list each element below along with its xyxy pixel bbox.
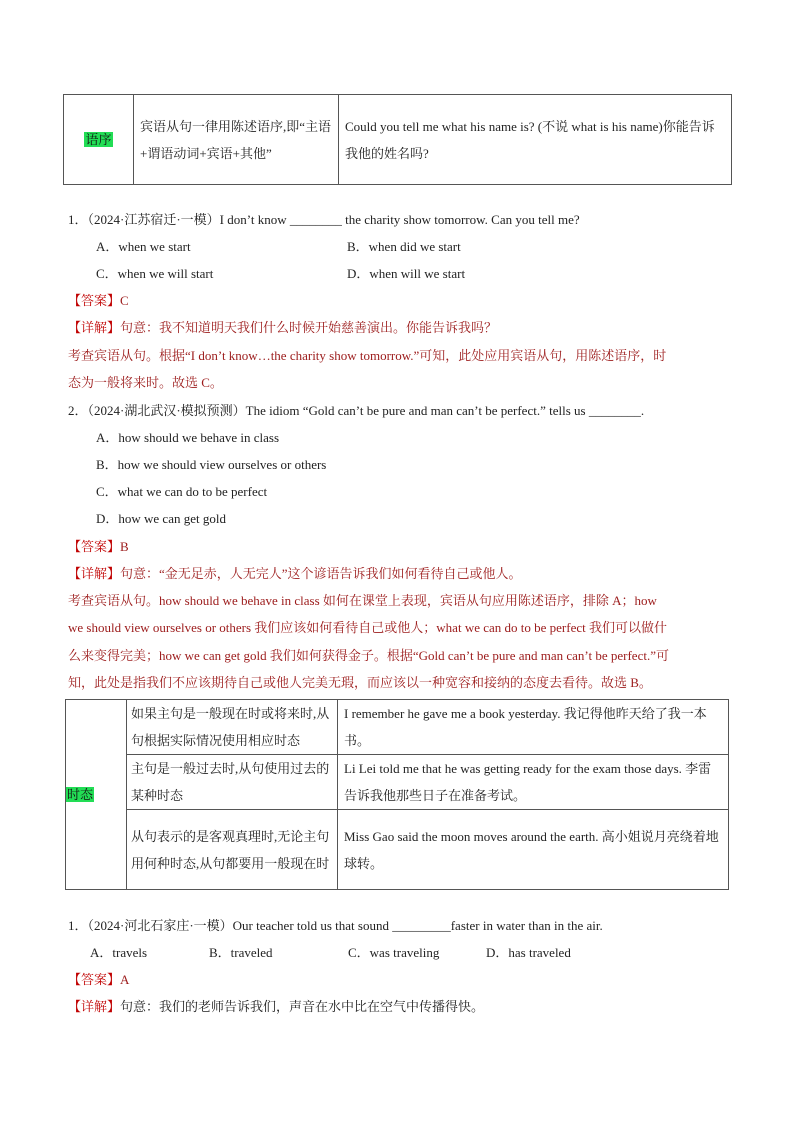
answer-value: A (120, 972, 130, 987)
q3-option-d: D．has traveled (486, 945, 571, 960)
word-order-table (63, 94, 732, 185)
tense-rule-3: 从句表示的是客观真理时,无论主句用何种时态,从句都要用一般现在时 (127, 810, 338, 890)
q3-option-c: C．was traveling (348, 945, 440, 960)
q2-detail-line-2: 考查宾语从句。how should we behave in class 如何在课堂上表现，宾语从句应用陈述语序，排除 A；how (68, 593, 657, 608)
q1-detail-line-1 (68, 317, 497, 336)
tense-example-2: Li Lei told me that he was getting ready for the exam those days. 李雷告诉我他那些日子在准备考试。 (338, 755, 729, 810)
question-1-stem: 1．（2024·江苏宿迁·一模）I don’t know ________ the charity show tomorrow. Can you tell me? (68, 212, 580, 227)
q2-detail-line-4: 么来变得完美；how we can get gold 我们如何获得金子。根据“Gold can’t be pure and man can’t be perfect.”可 (68, 648, 669, 663)
tense-label: 时态 (67, 787, 94, 802)
tense-example-1: I remember he gave me a book yesterday. 我记得他昨天给了我一本书。 (338, 700, 729, 755)
q2-answer (68, 536, 129, 555)
q2-detail-line-5: 知，此处是指我们不应该期待自己或他人完美无瑕，而应该以一种宽容和接纳的态度去看待。故选 B。 (68, 675, 652, 690)
tense-table (65, 699, 729, 890)
word-order-rule: 宾语从句一律用陈述语序,即“主语+谓语动词+宾语+其他” (134, 95, 339, 185)
q2-option-b: B．how we should view ourselves or others (96, 457, 327, 472)
tense-rule-1: 如果主句是一般现在时或将来时,从句根据实际情况使用相应时态 (127, 700, 338, 755)
word-order-label: 语序 (85, 132, 112, 147)
q1-option-d: D．when will we start (347, 266, 466, 281)
tense-rule-2: 主句是一般过去时,从句使用过去的某种时态 (127, 755, 338, 810)
detail-text: 句意：我不知道明天我们什么时候开始慈善演出。你能告诉我吗？ (120, 320, 498, 335)
q3-answer (68, 969, 129, 988)
q2-option-d: D．how we can get gold (96, 511, 226, 526)
word-order-label-cell (64, 95, 134, 185)
q2-option-a: A．how should we behave in class (96, 430, 280, 445)
detail-tag: 【详解】 (68, 999, 121, 1014)
detail-tag: 【详解】 (68, 320, 121, 335)
tense-example-3: Miss Gao said the moon moves around the earth. 高小姐说月亮绕着地球转。 (338, 810, 729, 890)
q2-option-c: C．what we can do to be perfect (96, 484, 268, 499)
tense-label-cell (66, 700, 127, 890)
question-2-stem: 2．（2024·湖北武汉·模拟预测）The idiom “Gold can’t be pure and man can’t be perfect.” tells us ________. (68, 403, 645, 418)
q3-option-b: B．traveled (209, 945, 273, 960)
answer-tag: 【答案】 (68, 539, 121, 554)
q2-detail-line-1 (68, 563, 522, 582)
answer-value: B (120, 539, 129, 554)
q1-answer (68, 290, 129, 309)
q1-detail-line-2: 考查宾语从句。根据“I don’t know…the charity show tomorrow.”可知，此处应用宾语从句，用陈述语序，时 (68, 348, 667, 363)
q2-detail-line-3: we should view ourselves or others 我们应该如何看待自己或他人；what we can do to be perfect 我们可以做什 (68, 620, 667, 635)
q1-detail-line-3: 态为一般将来时。故选 C。 (68, 375, 223, 390)
answer-value: C (120, 293, 129, 308)
answer-tag: 【答案】 (68, 293, 121, 308)
q1-option-a: A．when we start (96, 239, 191, 254)
q3-option-a: A．travels (90, 945, 148, 960)
word-order-example: Could you tell me what his name is? (不说 what is his name)你能告诉我他的姓名吗? (339, 95, 732, 185)
detail-text: 句意：“金无足赤，人无完人”这个谚语告诉我们如何看待自己或他人。 (120, 566, 522, 581)
q1-option-b: B．when did we start (347, 239, 461, 254)
detail-tag: 【详解】 (68, 566, 121, 581)
answer-tag: 【答案】 (68, 972, 121, 987)
question-3-stem: 1．（2024·河北石家庄·一模）Our teacher told us that sound _________faster in water than in the air. (68, 918, 603, 933)
detail-text: 句意：我们的老师告诉我们，声音在水中比在空气中传播得快。 (120, 999, 485, 1014)
q3-detail-line-1 (68, 996, 484, 1015)
q1-option-c: C．when we will start (96, 266, 214, 281)
